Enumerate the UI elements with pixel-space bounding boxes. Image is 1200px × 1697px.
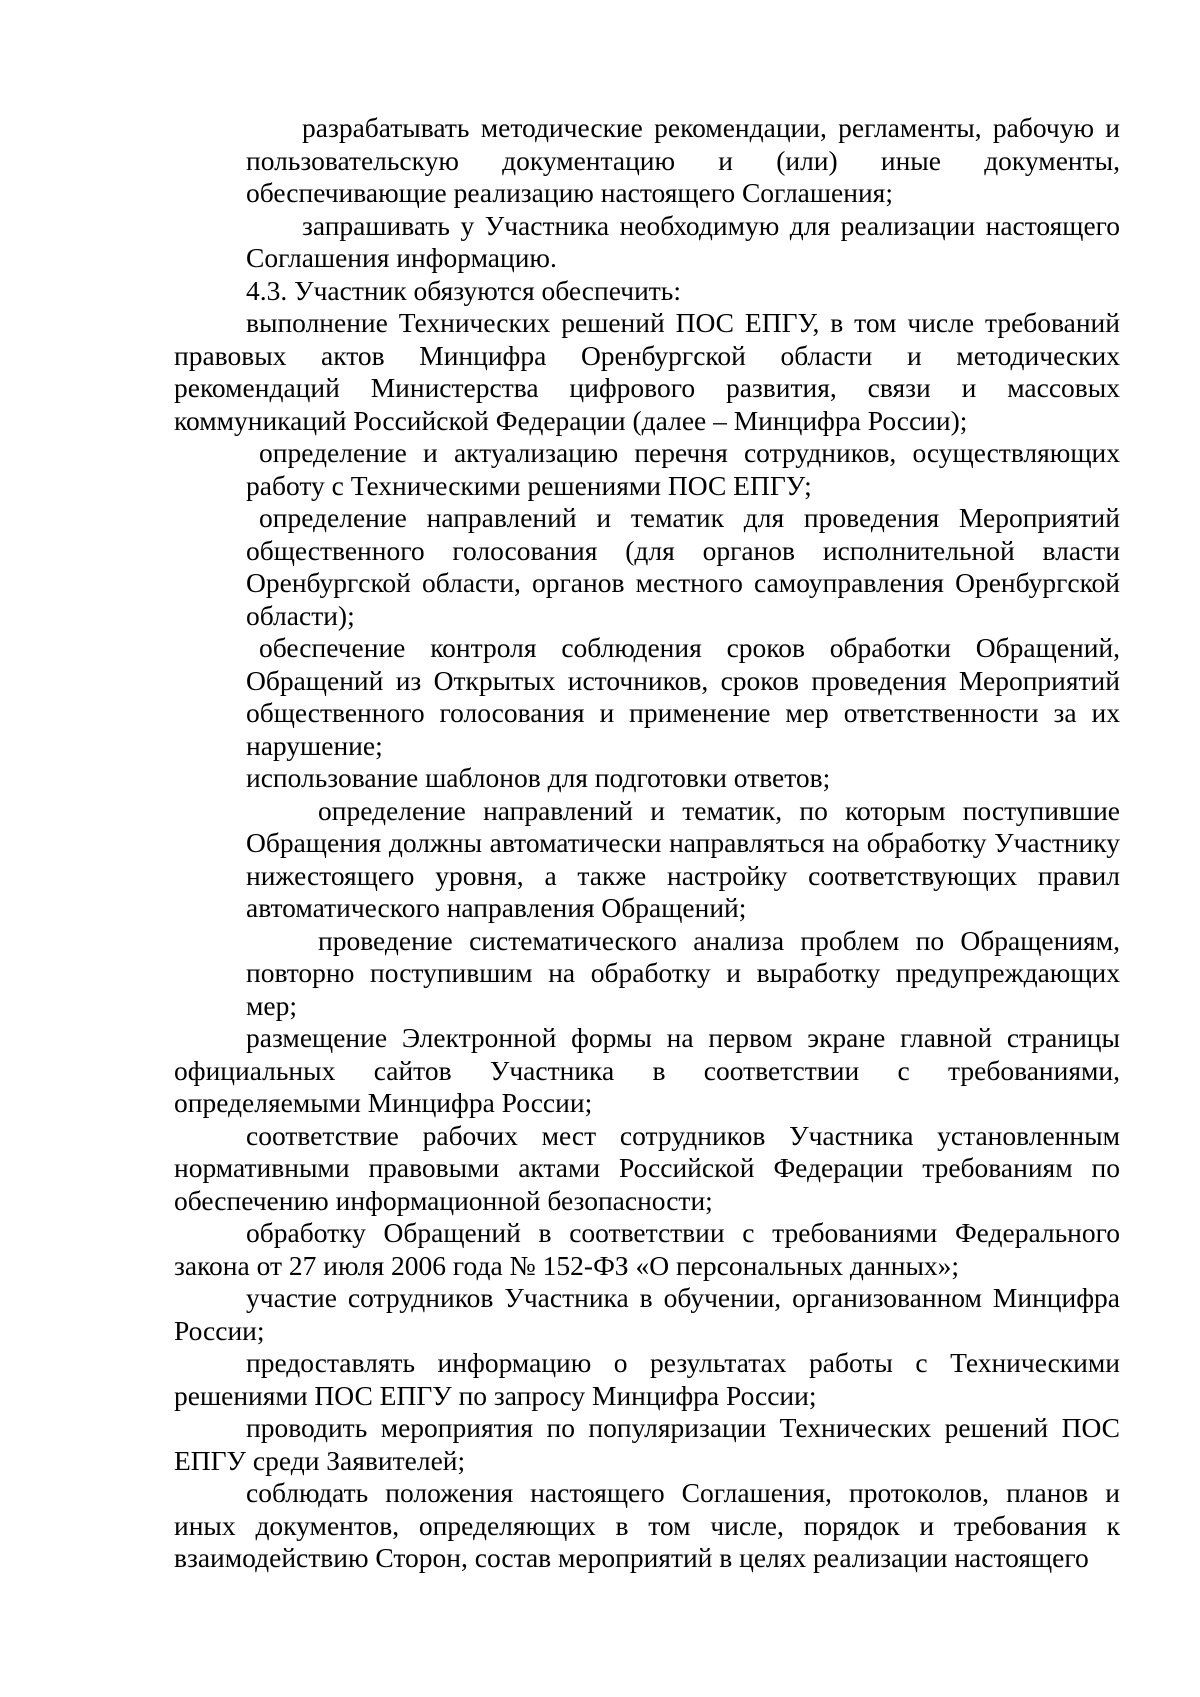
paragraph-templates: использование шаблонов для подготовки ответов; [246, 762, 831, 793]
paragraph-develop-guidelines: разрабатывать методические рекомендации, регламенты, рабочую и пользовательскую документацию и (или) иные документы, обеспечивающие реализацию настоящего Соглашения; [246, 112, 1120, 208]
paragraph-popularization: проводить мероприятия по популяризации Технических решений ПОС ЕПГУ среди Заявителей; [174, 1412, 1120, 1476]
paragraph-workplace-security: соответствие рабочих мест сотрудников Участника установленным нормативными правовыми актами Российской Федерации требованиям по обеспечению информационной безопасности; [174, 1119, 1120, 1216]
paragraph-technical-solutions: выполнение Технических решений ПОС ЕПГУ, в том числе требований правовых актов Минцифра Оренбургской области и методических рекомендаций Министерства цифрового развития, связи и массовых коммуникаций Российской Федерации (далее – Минцифра России); [174, 307, 1120, 436]
paragraph-auto-routing: определение направлений и тематик, по которым поступившие Обращения должны автоматически направляться на обработку Участнику нижестоящего уровня, а также настройку соответствующих правил автоматического направления Обращений; [246, 794, 1120, 923]
paragraph-deadline-control: обеспечение контроля соблюдения сроков обработки Обращений, Обращений из Открытых источников, сроков проведения Мероприятий общественного голосования и применение мер ответственности за их нарушение; [246, 632, 1120, 761]
clause-heading-4-3: 4.3. Участник обязуются обеспечить: [246, 274, 681, 306]
paragraph-provide-results: предоставлять информацию о результатах работы с Техническими решениями ПОС ЕПГУ по запросу Минцифра России; [174, 1347, 1120, 1411]
paragraph-staff-training: участие сотрудников Участника в обучении, организованном Минцифра России; [174, 1282, 1120, 1346]
paragraph-staff-list: определение и актуализацию перечня сотрудников, осуществляющих работу с Техническими решениями ПОС ЕПГУ; [246, 437, 1120, 501]
document-body [174, 112, 1120, 1575]
paragraph-request-information: запрашивать у Участника необходимую для реализации настоящего Соглашения информацию. [246, 209, 1120, 273]
paragraph-electronic-form: размещение Электронной формы на первом экране главной страницы официальных сайтов Участника в соответствии с требованиями, определяемыми Минцифра России; [174, 1022, 1120, 1118]
paragraph-voting-topics: определение направлений и тематик для проведения Мероприятий общественного голосования (для органов исполнительной власти Оренбургской области, органов местного самоуправления Оренбургской области); [246, 502, 1120, 631]
paragraph-personal-data: обработку Обращений в соответствии с требованиями Федерального закона от 27 июля 2006 года № 152-ФЗ «О персональных данных»; [174, 1217, 1120, 1281]
paragraph-problem-analysis: проведение систематического анализа проблем по Обращениям, повторно поступившим на обработку и выработку предупреждающих мер; [246, 924, 1120, 1021]
paragraph-comply-provisions: соблюдать положения настоящего Соглашения, протоколов, планов и иных документов, определяющих в том числе, порядок и требования к взаимодействию Сторон, состав мероприятий в целях реализации настоящего [174, 1477, 1120, 1573]
